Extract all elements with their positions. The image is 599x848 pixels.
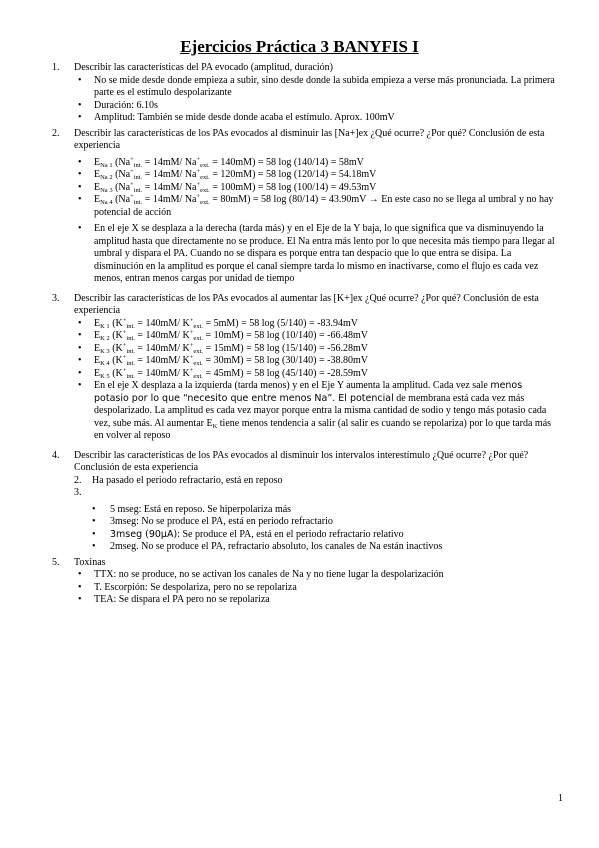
question-3-heading <box>52 293 558 318</box>
list-item: • TEA: Se dispara el PA pero no se repolariza <box>52 594 558 607</box>
question-4 <box>52 450 558 554</box>
equation-list <box>52 318 558 443</box>
equation-item: • $E_{Na 3}$ ($Na^+_{int.} = 14mM/$ $Na^+_{ext.} = 100mM) = 58$ log (100/14) = 49.53mV <box>52 182 558 195</box>
list-item: • En el eje X desplaza a la izquierda (tarda menos) y en el Eje Y aumenta la amplitud. Cada vez sale menos potasio por lo que “necesito que entre menos Na”. El potencial de membrana está cada vez más despolarizado. La amplitud es cada vez mayor porque entra la misma cantidad de sodio y tengo más potasio cada vez, sube más. Al aumentar $E_K$ tiene menos tendencia a salir (al salir es cuando se repolariza) por lo que tarda más en volver al reposo <box>52 380 558 443</box>
sub-item-3: 3. <box>74 487 82 498</box>
equation-item: • $E_{Na 1}$ ($Na^+_{int.} = 14mM/$ $Na^+_{ext.} = 140mM) = 58$ log (140/14) = 58mV <box>52 157 558 170</box>
equation-item: • $E_{Na 2}$ ($Na^+_{int.} = 14mM/$ $Na^+_{ext.} = 120mM) = 58$ log (120/14) = 54.18mV <box>52 169 558 182</box>
question-text: Toxinas <box>74 556 106 568</box>
handwritten-note: menos potasio por lo que “necesito que entre menos Na”. El potencial <box>94 380 523 404</box>
page-title: Ejercicios Práctica 3 BANYFIS I <box>180 37 419 56</box>
question-text: Describir las características de los PAs evocados al disminuir las [Na+]ex ¿Qué ocurre? ¿Por qué? Conclusión de esta experiencia <box>74 127 545 151</box>
question-number: 5. <box>52 556 60 568</box>
list-item: • Duración: 6.10s <box>52 100 558 113</box>
question-text: Describir las características de los PAs evocados al disminuir los intervalos interestímulo ¿Qué ocurre? ¿Por qué? Conclusión de esta experiencia <box>74 449 529 473</box>
answer-list <box>52 75 558 125</box>
question-1 <box>52 62 558 125</box>
question-text: Describir las características del PA evocado (amplitud, duración) <box>74 62 333 73</box>
list-item: • No se mide desde donde empieza a subir, sino desde donde la subida empieza a verse más pronunciada. La primera parte es el estímulo despolarizante <box>52 75 558 100</box>
question-5-heading <box>52 557 558 570</box>
answer-list <box>52 223 558 286</box>
list-item: • 2mseg. No se produce el PA, refractario absoluto, los canales de Na están inactivos <box>52 541 558 554</box>
exercise-list <box>52 62 558 610</box>
question-number: 2. <box>52 127 60 139</box>
question-number: 3. <box>52 292 60 304</box>
equation-item: • $E_{Na 4}$ ($Na^+_{int.} = 14mM/$ $Na^+_{ext.} = 80mM) = 58$ log (80/14) = 43.90mV → En este caso no se llega al umbral y no hay potencial de acción <box>52 194 558 219</box>
question-5 <box>52 557 558 607</box>
answer-list <box>52 504 558 554</box>
list-item: • 3mseg (90μA): Se produce el PA, está en el periodo refractario relativo <box>52 529 558 542</box>
question-3 <box>52 293 558 443</box>
list-item: • TTX: no se produce, no se activan los canales de Na y no tiene lugar la despolarización <box>52 569 558 582</box>
page-number: 1 <box>558 793 563 804</box>
list-item: • 3mseg: No se produce el PA, está en periodo refractario <box>52 516 558 529</box>
list-item: • Amplitud: También se mide desde donde acaba el estímulo. Aprox. 100mV <box>52 112 558 125</box>
question-number: 4. <box>52 449 60 461</box>
equation-item: • $E_{K 2}$ ($K^+_{int.} = 140mM/$ $K^+_{ext.} = 10mM) = 58$ log (10/140) = -66.48mV <box>52 330 558 343</box>
question-text: Describir las características de los PAs evocados al aumentar las [K+]ex ¿Qué ocurre? ¿Por qué? Conclusión de esta experiencia <box>74 292 539 316</box>
equation-item: • $E_{K 5}$ ($K^+_{int.} = 140mM/$ $K^+_{ext.} = 45mM) = 58$ log (45/140) = -28.59mV <box>52 368 558 381</box>
question-4-heading <box>52 450 558 475</box>
list-item: • T. Escorpión: Se despolariza, pero no se repolariza <box>52 582 558 595</box>
answer-list <box>52 569 558 607</box>
question-number: 1. <box>52 62 60 73</box>
equation-item: • $E_{K 1}$ ($K^+_{int.} = 140mM/$ $K^+_{ext.} = 5mM) = 58$ log (5/140) = -83.94mV <box>52 318 558 331</box>
question-2 <box>52 128 558 286</box>
equation-list <box>52 157 558 220</box>
list-item: • 5 mseg: Está en reposo. Se hiperpolariza más <box>52 504 558 517</box>
list-item: • En el eje X se desplaza a la derecha (tarda más) y en el Eje de la Y baja, lo que significa que va disminuyendo la amplitud hasta que directamente no se produce. El Na entra más lento por lo que necesita más tiempo para llegar al umbral y dispara el PA. Cuando no se dispara es porque entra tan despacio que lo que entra se disipa. La disminución en la amplitud es porque el canal siempre tarda lo mismo en inactivarse, como el flujo es cada vez menos, entran menos cargas por unidad de tiempo <box>52 223 558 286</box>
question-2-heading <box>52 128 558 153</box>
equation-item: • $E_{K 3}$ ($K^+_{int.} = 140mM/$ $K^+_{ext.} = 15mM) = 58$ log (15/140) = -56.28mV <box>52 343 558 356</box>
handwritten-note: 3mseg (90μA) <box>110 528 178 540</box>
equation-item: • $E_{K 4}$ ($K^+_{int.} = 140mM/$ $K^+_{ext.} = 30mM) = 58$ log (30/140) = -38.80mV <box>52 355 558 368</box>
sub-item-2: 2. Ha pasado el periodo refractario, está en reposo <box>74 474 283 486</box>
question-1-heading <box>52 62 558 75</box>
